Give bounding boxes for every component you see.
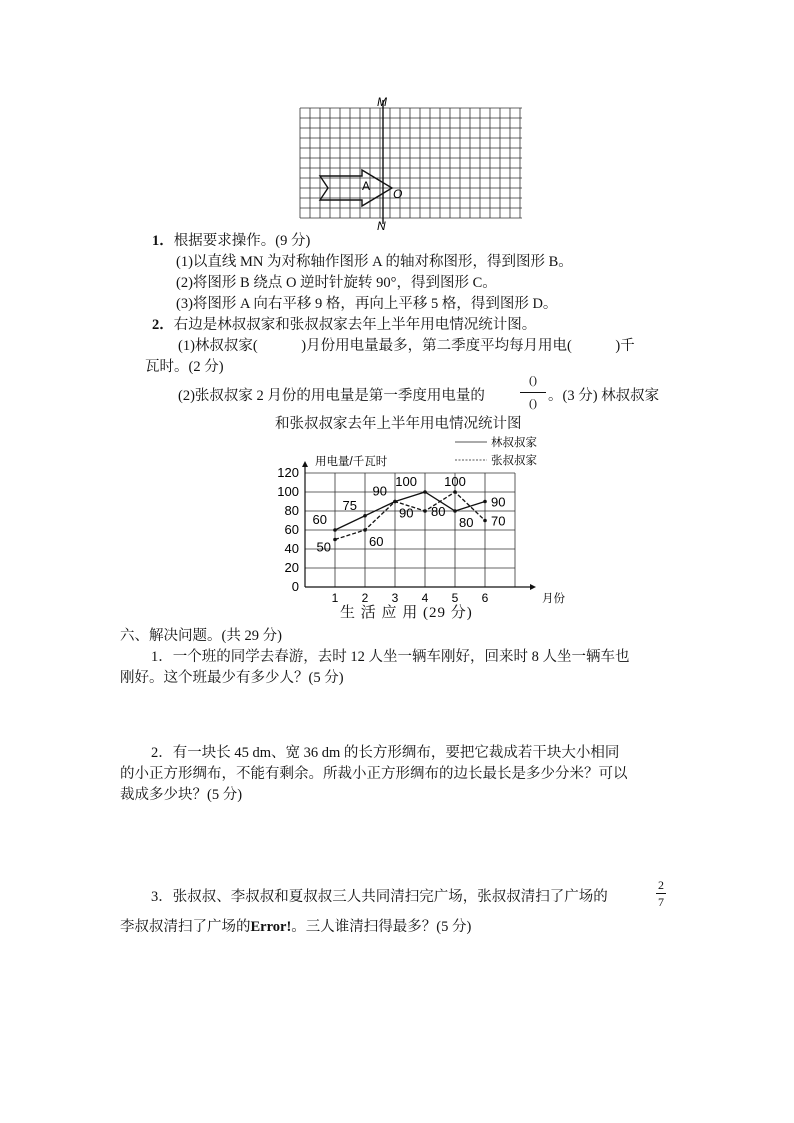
problem3-fraction-bar — [656, 893, 666, 894]
task1-number: 1． — [152, 233, 174, 249]
problem2-line2: 的小正方形绸布，不能有剩余。所裁小正方形绸布的边长最长是多少分米？可以 — [120, 766, 628, 782]
task2-q1-line1: (1)林叔叔家( )月份用电量最多，第二季度平均每月用电( )千 — [178, 338, 635, 354]
chart-y-tick-label: 0 — [291, 579, 299, 594]
series-zhang-point — [393, 500, 397, 504]
chart-y-tick-label: 20 — [284, 560, 299, 575]
series-lin-point — [333, 528, 337, 532]
series-zhang-point — [363, 528, 367, 532]
problem3-line1: 3．张叔叔、李叔叔和夏叔叔三人共同清扫完广场，张叔叔清扫了广场的 — [151, 889, 608, 905]
chart-x-tick-label: 1 — [331, 591, 339, 605]
task2-q1-line2: 瓦时。(2 分) — [145, 359, 224, 375]
chart-data-label: 60 — [312, 512, 327, 527]
series-zhang-point — [453, 490, 457, 494]
chart-data-label: 90 — [399, 505, 414, 521]
section6-heading: 六、解决问题。(共 29 分) — [120, 628, 282, 644]
label-o: O — [393, 187, 403, 201]
task1-item-2: (2)将图形 B 绕点 O 逆时针旋转 90°，得到图形 C。 — [176, 275, 497, 291]
chart-x-tick-label: 5 — [451, 591, 459, 605]
chart-y-tick-label: 40 — [284, 541, 299, 556]
chart-data-label: 90 — [372, 483, 387, 499]
chart-data-label: 70 — [491, 513, 506, 529]
chart-y-tick-label: 120 — [277, 465, 299, 480]
chart-y-axis-arrow — [302, 461, 308, 467]
task2-number: 2． — [152, 317, 174, 333]
grid-figure — [0, 0, 794, 240]
chart-title-line2: 和张叔叔家去年上半年用电情况统计图 — [275, 416, 522, 432]
problem1-line2: 刚好。这个班最少有多少人？(5 分) — [120, 670, 344, 686]
chart-data-label: 100 — [444, 474, 466, 489]
chart-y-tick-label: 60 — [284, 522, 299, 537]
task2-fraction-numerator: () — [529, 373, 537, 387]
problem1-line1: 1．一个班的同学去春游，去时 12 人坐一辆车刚好，回来时 8 人坐一辆车也 — [151, 649, 630, 665]
series-lin-point — [423, 490, 427, 494]
chart-data-label: 80 — [459, 515, 474, 530]
series-lin-point — [363, 514, 367, 518]
series-lin-point — [483, 500, 487, 504]
grid-lines — [300, 108, 522, 218]
problem3-error-field: Error! — [250, 919, 292, 935]
problem3-fraction-denominator: 7 — [658, 895, 664, 909]
chart-x-tick-label: 4 — [421, 591, 429, 605]
section-title: 生 活 应 用 (29 分) — [340, 605, 473, 621]
legend-label: 林叔叔家 — [491, 437, 537, 449]
chart-y-axis-label: 用电量/千瓦时 — [315, 456, 388, 468]
chart-data-label: 50 — [316, 539, 331, 555]
problem3-line2 — [120, 918, 471, 936]
task1-title-text: 根据要求操作。(9 分) — [173, 233, 311, 249]
chart-data-label: 80 — [431, 504, 446, 519]
task2-title — [152, 316, 536, 334]
chart-x-axis-arrow — [530, 584, 536, 590]
label-m: M — [377, 95, 387, 109]
series-lin-point — [453, 509, 457, 513]
chart-data-label: 60 — [369, 534, 384, 549]
task2-fraction-denominator: () — [529, 396, 537, 410]
electricity-line-chart — [0, 425, 794, 625]
series-zhang-point — [423, 509, 427, 513]
problem3-line2-a: 李叔叔清扫了广场的 — [120, 919, 251, 935]
task1-title — [152, 232, 310, 250]
chart-x-axis-label: 月份 — [542, 593, 565, 605]
series-zhang-point — [333, 538, 337, 542]
problem3-line2-b: 。三人谁清扫得最多？(5 分) — [291, 919, 472, 935]
task2-title-text: 右边是林叔叔家和张叔叔家去年上半年用电情况统计图。 — [173, 317, 537, 333]
problem3-fraction-numerator: 2 — [658, 878, 664, 892]
legend-label: 张叔叔家 — [491, 455, 537, 467]
task2-q2-text: (2)张叔叔家 2 月份的用电量是第一季度用电量的 — [178, 388, 485, 404]
task1-item-3: (3)将图形 A 向右平移 9 格，再向上平移 5 格，得到图形 D。 — [176, 296, 558, 312]
chart-y-tick-label: 80 — [284, 503, 299, 518]
problem2-line1: 2．有一块长 45 dm、宽 36 dm 的长方形绸布，要把它裁成若干块大小相同 — [151, 745, 620, 761]
chart-x-tick-label: 6 — [481, 591, 489, 605]
chart-x-tick-label: 3 — [391, 591, 399, 605]
series-zhang-point — [483, 519, 487, 523]
problem2-line3: 裁成多少块？(5 分) — [120, 787, 243, 803]
label-n: N — [377, 219, 386, 233]
chart-x-tick-label: 2 — [361, 591, 369, 605]
task1-item-1: (1)以直线 MN 为对称轴作图形 A 的轴对称图形，得到图形 B。 — [176, 254, 573, 270]
chart-y-tick-label: 100 — [277, 484, 299, 499]
chart-data-label: 75 — [342, 497, 357, 513]
label-a: A — [362, 179, 371, 193]
task2-fraction-bar — [520, 392, 546, 393]
chart-data-label: 100 — [395, 474, 417, 489]
chart-data-label: 90 — [491, 494, 506, 510]
task2-q2-tail: 。(3 分) 林叔叔家 — [548, 388, 660, 404]
